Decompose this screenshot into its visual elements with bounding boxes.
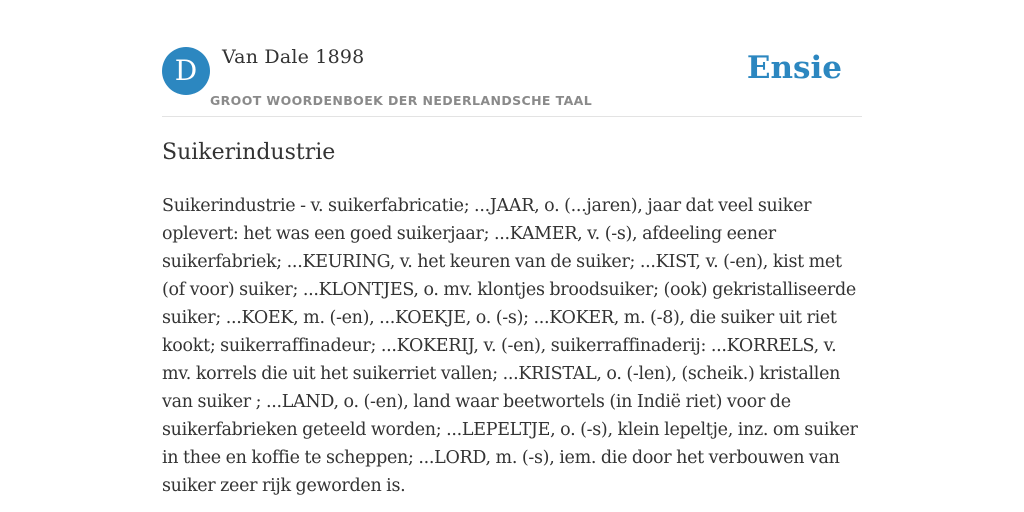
entry-title: Suikerindustrie — [162, 140, 336, 165]
brand-logo[interactable]: Ensie — [746, 50, 842, 86]
header — [162, 44, 862, 117]
source-avatar[interactable]: D — [162, 47, 210, 95]
source-title[interactable]: Van Dale 1898 — [222, 46, 365, 68]
source-subtitle: GROOT WOORDENBOEK DER NEDERLANDSCHE TAAL — [210, 93, 593, 108]
entry-definition: Suikerindustrie - v. suikerfabricatie; ...JAAR, o. (...jaren), jaar dat veel suiker oplevert: het was een goed suikerjaar; ...KAMER, v. (-s), afdeeling eener suikerfabriek; ...KEURING, v. het keuren van de suiker; ...KIST, v. (-en), kist met (of voor) suiker; ...KLONTJES, o. mv. klontjes broodsuiker; (ook) gekristalliseerde suiker; ...KOEK, m. (-en), ...KOEKJE, o. (-s); ...KOKER, m. (-8), die suiker uit riet kookt; suikerraffinadeur; ...KOKERIJ, v. (-en), suikerraffinaderij: ...KORRELS, v. mv. korrels die uit het suikerriet vallen; ...KRISTAL, o. (-len), (scheik.) kristallen van suiker ; ...LAND, o. (-en), land waar beetwortels (in Indië riet) voor de suikerfabrieken geteeld worden; ...LEPELTJE, o. (-s), klein lepeltje, inz. om suiker in thee en koffie te scheppen; ...LORD, m. (-s), iem. die door het verbouwen van suiker zeer rijk geworden is. — [162, 196, 858, 496]
